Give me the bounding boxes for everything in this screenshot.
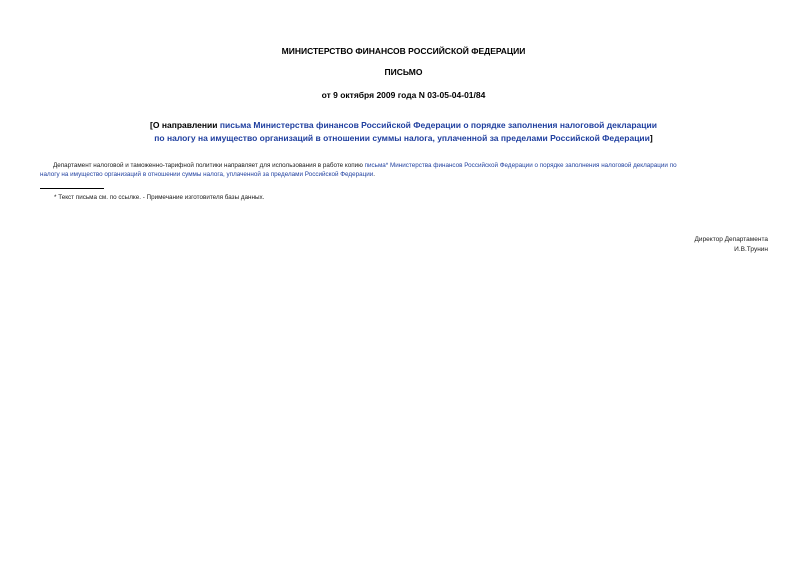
body-paragraph [40, 161, 771, 179]
footnote-divider [40, 188, 104, 189]
document-date-number: от 9 октября 2009 года N 03-05-04-01/84 [321, 90, 486, 100]
signature-block [695, 235, 768, 255]
body-letter-link-part-2[interactable]: налогу на имущество организаций в отношении суммы налога, уплаченной за пределами Российской Федерации [40, 171, 374, 178]
signature-name: И.В.Трунин [734, 246, 768, 253]
body-line-2 [40, 170, 771, 179]
subject-link-part-1[interactable]: письма Министерства финансов Российской Федерации о порядке заполнения налоговой декларации [219, 120, 657, 130]
body-line-1 [40, 161, 771, 170]
body-text-end: . [373, 171, 375, 178]
subject-line-2 [0, 132, 807, 145]
body-letter-link-part-1[interactable]: письма* Министерства финансов Российской Федерации о порядке заполнения налоговой декларации по [364, 162, 677, 169]
body-text-intro: Департамент налоговой и таможенно-тарифной политики направляет для использования в работе копию [53, 162, 365, 169]
document-subject [0, 119, 807, 145]
document-type-heading: ПИСЬМО [384, 67, 423, 77]
footnote-text: * Текст письма см. по ссылке. - Примечание изготовителя базы данных. [54, 194, 265, 201]
signature-position: Директор Департамента [694, 236, 768, 243]
ministry-heading: МИНИСТЕРСТВО ФИНАНСОВ РОССИЙСКОЙ ФЕДЕРАЦИИ [281, 46, 526, 56]
subject-close-bracket: ] [649, 133, 653, 143]
subject-line-1 [0, 119, 807, 132]
subject-link-part-2[interactable]: по налогу на имущество организаций в отношении суммы налога, уплаченной за пределами Российской Федерации [154, 133, 650, 143]
subject-open-bracket: [ [150, 120, 153, 130]
subject-prefix: О направлении [152, 120, 220, 130]
